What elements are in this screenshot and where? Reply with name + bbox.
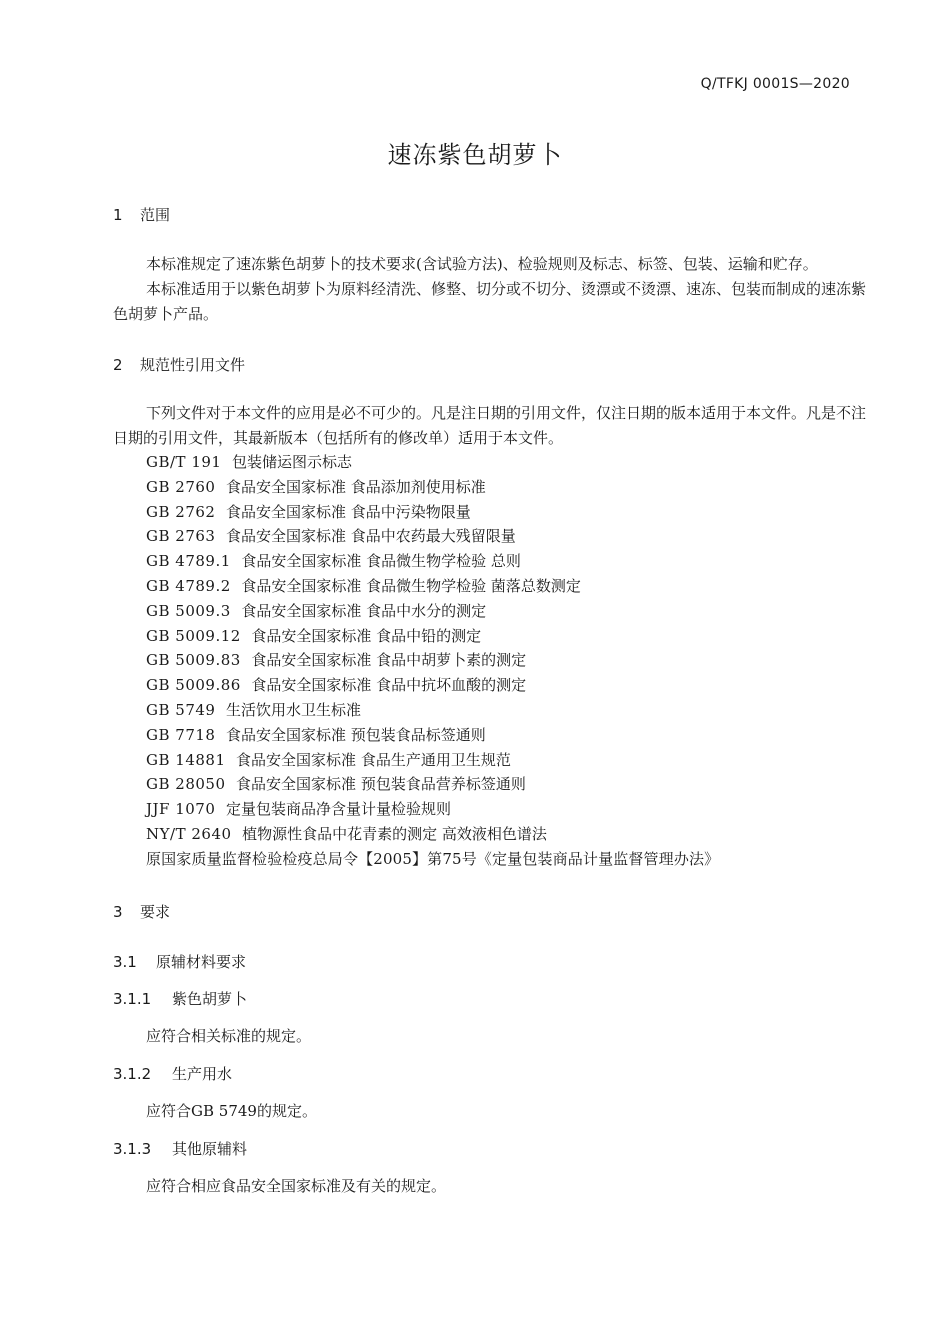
section-2-heading bbox=[113, 354, 245, 375]
scope-paragraph-1: 本标准规定了速冻紫色胡萝卜的技术要求(含试验方法)、检验规则及标志、标签、包装、运输和贮存。 bbox=[146, 255, 818, 273]
reference-item-regulation bbox=[146, 847, 719, 872]
section-title: 范围 bbox=[140, 206, 171, 224]
section-number: 3.1.3 bbox=[113, 1140, 152, 1158]
reference-title: 食品安全国家标准 食品中农药最大残留限量 bbox=[226, 527, 516, 546]
references-intro: 下列文件对于本文件的应用是必不可少的。凡是注日期的引用文件，仅注日期的版本适用于本文件。凡是不注日期的引用文件，其最新版本（包括所有的修改单）适用于本文件。 bbox=[113, 404, 867, 447]
reference-title: 食品安全国家标准 食品微生物学检验 总则 bbox=[241, 552, 521, 571]
reference-item bbox=[146, 772, 719, 797]
reference-item bbox=[146, 723, 719, 748]
section-number: 3.1.1 bbox=[113, 990, 152, 1008]
reference-item bbox=[146, 475, 719, 500]
reference-title: 定量包装商品净含量计量检验规则 bbox=[225, 800, 451, 819]
subsection-3-1-3-text: 应符合相应食品安全国家标准及有关的规定。 bbox=[146, 1177, 447, 1195]
reference-code: GB 5009.83 bbox=[146, 651, 241, 670]
reference-title: 食品安全国家标准 食品中水分的测定 bbox=[241, 601, 487, 620]
reference-code: GB 2762 bbox=[146, 502, 216, 521]
document-title: 速冻紫色胡萝卜 bbox=[387, 141, 563, 169]
reference-title: 生活饮用水卫生标准 bbox=[226, 700, 362, 719]
reference-item bbox=[146, 549, 719, 574]
section-3-heading bbox=[113, 901, 170, 922]
reference-code: JJF 1070 bbox=[146, 800, 216, 819]
subsection-3-1-3-heading bbox=[113, 1138, 247, 1159]
reference-list bbox=[146, 450, 719, 872]
reference-code: GB 28050 bbox=[146, 775, 226, 794]
subsection-3-1-1-heading bbox=[113, 988, 247, 1009]
reference-item bbox=[146, 574, 719, 599]
reference-item bbox=[146, 822, 719, 847]
reference-title: 食品安全国家标准 食品生产通用卫生规范 bbox=[236, 750, 511, 769]
section-number: 3 bbox=[113, 903, 123, 921]
reference-code: GB 4789.2 bbox=[146, 576, 231, 595]
subsection-3-1-heading bbox=[113, 951, 246, 972]
section-title: 生产用水 bbox=[172, 1065, 233, 1083]
reference-code: GB 2763 bbox=[146, 527, 216, 546]
reference-title: 食品安全国家标准 食品添加剂使用标准 bbox=[226, 477, 486, 496]
reference-code: GB 5009.12 bbox=[146, 626, 241, 645]
reference-title: 食品安全国家标准 食品中胡萝卜素的测定 bbox=[251, 651, 527, 670]
reference-code: GB 4789.1 bbox=[146, 552, 231, 571]
reference-code: GB/T 191 bbox=[146, 453, 222, 471]
section-number: 1 bbox=[113, 206, 123, 224]
reference-title: 食品安全国家标准 预包装食品营养标签通则 bbox=[236, 775, 526, 794]
reference-item bbox=[146, 797, 719, 822]
reference-item bbox=[146, 524, 719, 549]
reference-title: 包装储运图示标志 bbox=[232, 453, 353, 471]
section-title: 要求 bbox=[140, 903, 171, 921]
reference-code: GB 5009.3 bbox=[146, 601, 231, 620]
section-number: 2 bbox=[113, 356, 123, 374]
reference-title: 食品安全国家标准 食品中抗坏血酸的测定 bbox=[251, 676, 527, 695]
reference-item bbox=[146, 450, 719, 475]
reference-title: 原国家质量监督检验检疫总局令【2005】第75号《定量包装商品计量监督管理办法》 bbox=[146, 849, 720, 868]
standard-code: Q/TFKJ 0001S—2020 bbox=[700, 76, 850, 92]
reference-item bbox=[146, 500, 719, 525]
reference-item bbox=[146, 673, 719, 698]
reference-title: 食品安全国家标准 预包装食品标签通则 bbox=[226, 725, 486, 744]
reference-code: NY/T 2640 bbox=[146, 824, 232, 843]
section-title: 其他原辅料 bbox=[172, 1140, 248, 1158]
reference-code: GB 5749 bbox=[146, 700, 216, 719]
section-title: 紫色胡萝卜 bbox=[172, 990, 248, 1008]
reference-title: 食品安全国家标准 食品中污染物限量 bbox=[226, 502, 471, 521]
section-title: 规范性引用文件 bbox=[140, 356, 246, 374]
section-number: 3.1.2 bbox=[113, 1065, 152, 1083]
reference-title: 食品安全国家标准 食品中铅的测定 bbox=[251, 626, 482, 645]
reference-item bbox=[146, 648, 719, 673]
section-1-heading bbox=[113, 204, 170, 225]
reference-code: GB 5009.86 bbox=[146, 676, 241, 695]
section-title: 原辅材料要求 bbox=[156, 953, 247, 971]
reference-code: GB 7718 bbox=[146, 725, 216, 744]
subsection-3-1-1-text: 应符合相关标准的规定。 bbox=[146, 1027, 312, 1045]
scope-paragraph-2: 本标准适用于以紫色胡萝卜为原料经清洗、修整、切分或不切分、烫漂或不烫漂、速冻、包装而制成的速冻紫色胡萝卜产品。 bbox=[113, 280, 867, 323]
reference-item bbox=[146, 599, 719, 624]
reference-title: 食品安全国家标准 食品微生物学检验 菌落总数测定 bbox=[241, 576, 581, 595]
reference-item bbox=[146, 624, 719, 649]
subsection-3-1-2-heading bbox=[113, 1063, 232, 1084]
reference-code: GB 2760 bbox=[146, 477, 216, 496]
reference-code: GB 14881 bbox=[146, 750, 226, 769]
reference-item bbox=[146, 698, 719, 723]
subsection-3-1-2-text: 应符合GB 5749的规定。 bbox=[146, 1102, 317, 1120]
reference-item bbox=[146, 748, 719, 773]
section-number: 3.1 bbox=[113, 953, 137, 971]
reference-title: 植物源性食品中花青素的测定 高效液相色谱法 bbox=[242, 824, 547, 843]
